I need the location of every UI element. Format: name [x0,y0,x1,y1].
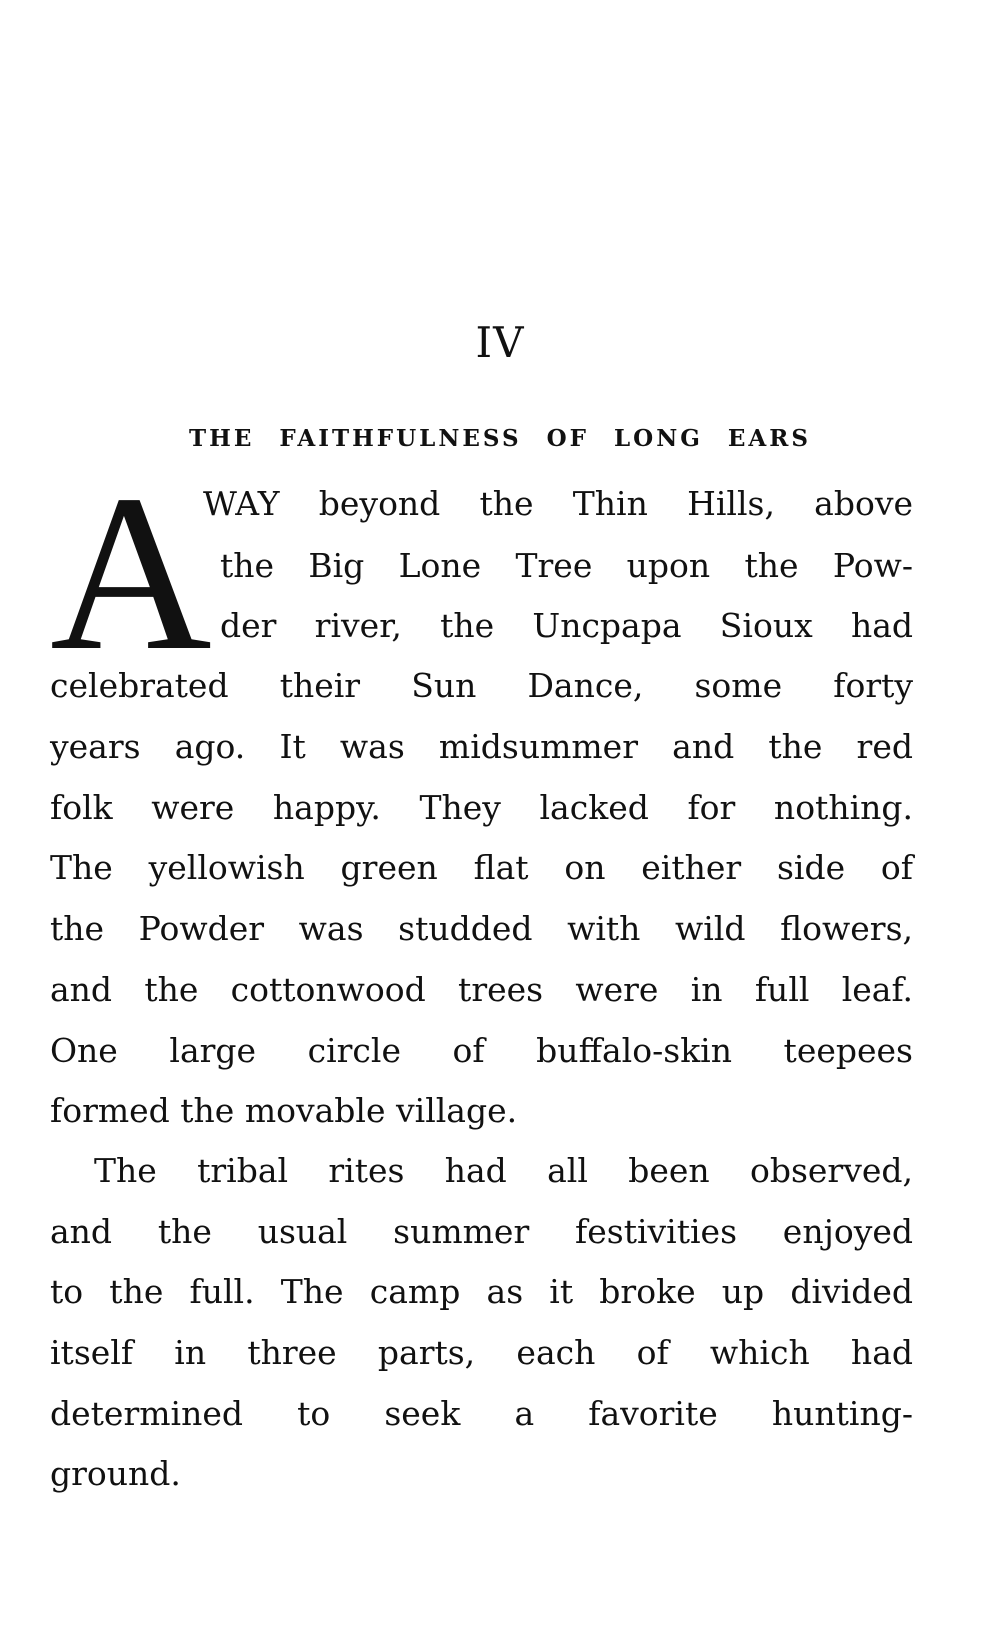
chapter-title: THE FAITHFULNESS OF LONG EARS [188,425,811,452]
chapter-number: IV [475,318,525,367]
text-line: itself in three parts, each of which had [50,1333,913,1372]
text-line: years ago. It was midsummer and the red [50,727,913,766]
text-line: and the cottonwood trees were in full leaf. [50,970,913,1009]
text-line: The yellowish green flat on either side of [50,848,913,887]
text-line: to the full. The camp as it broke up divided [50,1272,913,1311]
drop-cap: A [50,449,212,697]
text-line: ground. [50,1454,181,1493]
text-line: One large circle of buffalo-skin teepees [50,1031,913,1070]
text-line: the Powder was studded with wild flowers, [50,909,913,948]
text-line: celebrated their Sun Dance, some forty [50,666,913,705]
text-line: and the usual summer festivities enjoyed [50,1212,913,1251]
text-line: folk were happy. They lacked for nothing. [50,788,913,827]
text-line: determined to seek a favorite hunting- [50,1394,913,1433]
text-line: WAY beyond the Thin Hills, above [203,484,913,523]
text-line: der river, the Uncpapa Sioux had [220,606,913,645]
text-line: The tribal rites had all been observed, [94,1151,913,1190]
text-line: formed the movable village. [50,1091,518,1130]
text-line: the Big Lone Tree upon the Pow- [220,546,913,585]
